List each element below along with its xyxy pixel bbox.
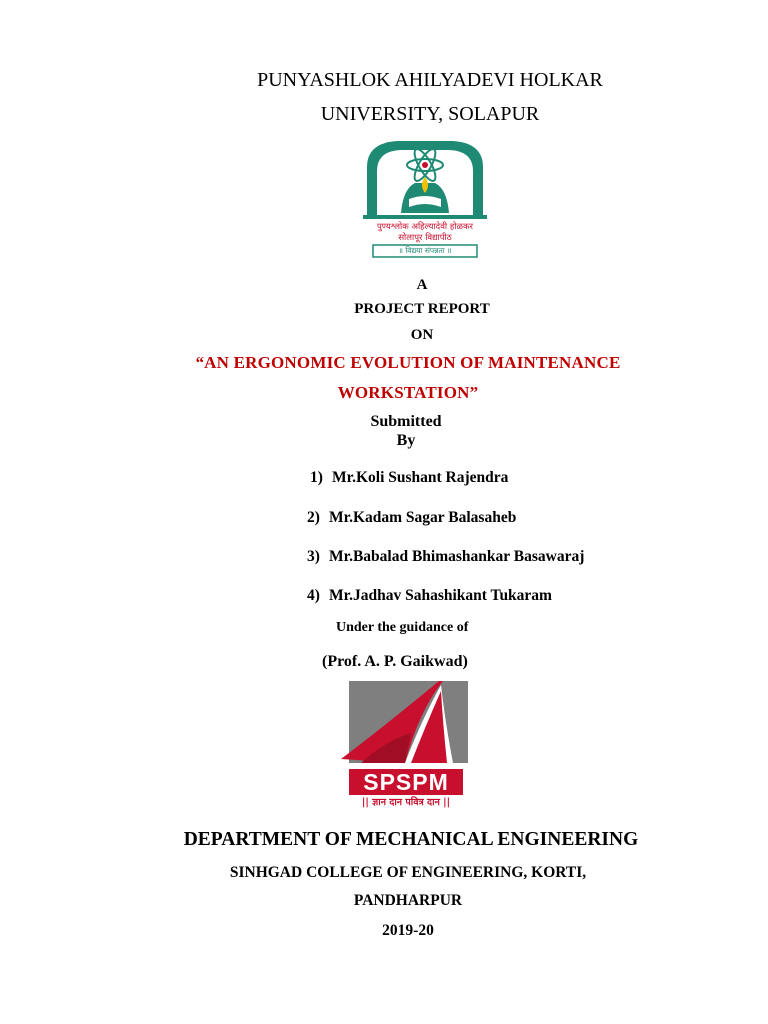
university-logo <box>355 137 495 261</box>
member-name: Mr.Jadhav Sahashikant Tukaram <box>329 587 552 604</box>
member-name: Mr.Kadam Sagar Balasaheb <box>329 509 517 526</box>
member-item <box>307 509 516 527</box>
institute-brand: SPSPM <box>363 769 449 795</box>
university-name-line2: UNIVERSITY, SOLAPUR <box>320 103 540 125</box>
report-article: A <box>416 277 428 293</box>
institute-motto: || ज्ञान दान पवित्र दान || <box>361 797 451 808</box>
guide-name: (Prof. A. P. Gaikwad) <box>322 653 468 670</box>
report-title-line1: “AN ERGONOMIC EVOLUTION OF MAINTENANCE <box>195 353 621 372</box>
report-title-line2: WORKSTATION” <box>337 383 479 402</box>
member-number: 3) <box>307 548 320 565</box>
member-name: Mr.Babalad Bhimashankar Basawaraj <box>329 548 585 565</box>
member-number: 4) <box>307 587 320 604</box>
academic-year: 2019-20 <box>382 922 434 939</box>
college-city: PANDHARPUR <box>353 892 463 909</box>
member-item <box>307 587 552 605</box>
member-item <box>307 548 584 566</box>
member-number: 1) <box>310 469 323 486</box>
member-item <box>310 469 508 487</box>
department-name: DEPARTMENT OF MECHANICAL ENGINEERING <box>183 829 639 850</box>
report-on: ON <box>410 327 434 343</box>
report-type: PROJECT REPORT <box>354 301 490 317</box>
guidance-label: Under the guidance of <box>336 620 469 635</box>
submitted-label: Submitted <box>370 413 442 430</box>
university-logo-motto: ॥ विद्यया संपन्नता ॥ <box>398 246 452 255</box>
college-name: SINHGAD COLLEGE OF ENGINEERING, KORTI, <box>229 864 587 881</box>
by-label: By <box>396 432 416 449</box>
institute-logo <box>341 681 468 813</box>
member-number: 2) <box>307 509 320 526</box>
member-name: Mr.Koli Sushant Rajendra <box>332 469 509 486</box>
university-logo-text-line2: सोलापूर विद्यापीठ <box>398 233 452 243</box>
university-logo-text-line1: पुण्यश्लोक अहिल्यादेवी होळकर <box>376 222 474 232</box>
university-name-line1: PUNYASHLOK AHILYADEVI HOLKAR <box>257 69 603 91</box>
